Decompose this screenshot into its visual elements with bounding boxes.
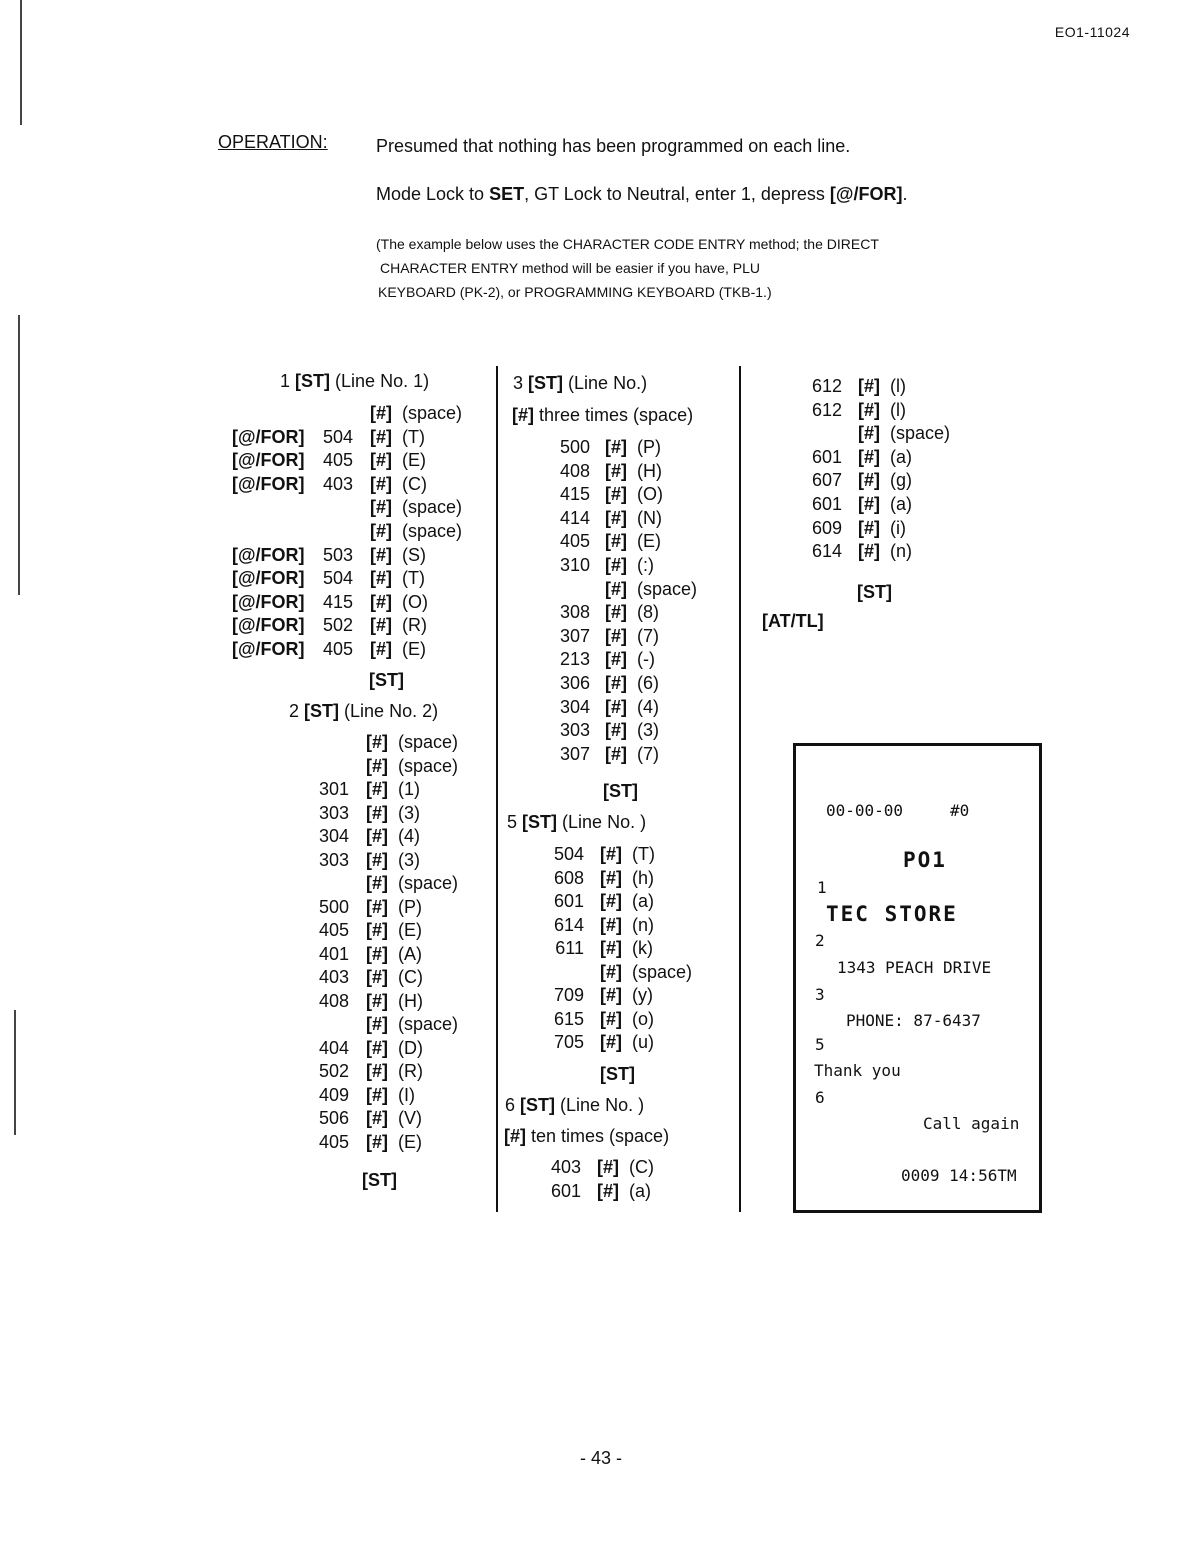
hash-key: [#] [366,849,388,870]
for-key: [@/FOR] [232,450,305,471]
line2-end: . [902,184,908,204]
hash-key: [#] [605,555,627,575]
for-key: [@/FOR] [232,591,305,612]
char-code: 615 [553,1008,584,1029]
character: (T) [402,426,425,447]
operation-line-2 [376,184,907,205]
line-6-text: (Line No. ) [560,1095,645,1115]
hash-key: [#] [858,376,880,396]
line-2-st-key: [ST] [304,701,340,721]
character: (3) [637,720,659,741]
hash-key: [#] [370,521,392,541]
hash-key: [#] [366,1108,388,1128]
character: (a) [632,891,654,911]
hash-key: [#] [605,460,627,481]
character: (space) [398,732,459,752]
character: (space) [398,873,459,893]
receipt-phone: PHONE: 87-6437 [846,1011,981,1030]
char-code: 601 [550,1180,581,1201]
character: (E) [402,639,426,659]
character: (P) [637,437,661,457]
character: (4) [637,696,659,717]
for-key: [@/FOR] [232,426,305,447]
char-code: 405 [318,1131,349,1152]
character: (N) [637,507,662,528]
char-code: 405 [322,639,353,659]
char-code: 500 [559,437,590,457]
line-6-st-key: [ST] [520,1095,556,1115]
line-6-st [857,580,892,604]
line-3-st [603,779,638,803]
st-key: [ST] [857,582,892,602]
hash-key: [#] [600,844,622,864]
char-code: 506 [318,1108,349,1128]
char-code: 607 [811,470,842,491]
hash-key: [#] [366,1037,388,1058]
character: (S) [402,544,426,565]
character: (space) [632,961,693,982]
char-code: 601 [811,446,842,467]
hash-key: [#] [370,426,392,447]
hash-key: [#] [370,497,392,518]
line-5-st [600,1062,635,1086]
at-tl-key [762,609,824,633]
character: (l) [890,399,906,420]
operation-note-1: (The example below uses the CHARACTER CODE ENTRY method; the DIRECT [376,236,879,252]
character: (O) [637,484,663,505]
line-3-num: 3 [513,373,524,393]
char-code: 709 [553,985,584,1005]
three-key: [#] [512,405,534,425]
line2-pre: Mode Lock to [376,184,490,204]
hash-key: [#] [858,470,880,491]
hash-key: [#] [605,649,627,670]
line-1-header [280,369,429,393]
character: (7) [637,625,659,646]
line-2-st [362,1168,397,1192]
char-code: 301 [318,779,349,799]
character: (E) [398,920,422,940]
character: (A) [398,943,422,964]
hash-key: [#] [370,473,392,494]
line-3-st-key: [ST] [528,373,564,393]
operation-line-1: Presumed that nothing has been programmed on each line. [376,136,851,156]
hash-key: [#] [858,517,880,538]
char-code: 614 [553,914,584,935]
character: (R) [402,615,427,636]
at-tl-label: [AT/TL] [762,611,824,631]
operation-label: OPERATION: [218,132,328,152]
character: (V) [398,1108,422,1128]
scan-margin-line [14,1010,16,1135]
char-code: 307 [559,625,590,646]
line2-set: SET [489,184,525,204]
char-code: 502 [322,615,353,636]
line-6-num: 6 [505,1095,516,1115]
character: (C) [629,1157,654,1177]
character: (E) [402,450,426,471]
st-key: [ST] [600,1064,635,1084]
line-3-header [513,371,647,395]
char-code: 408 [559,460,590,481]
char-code: 502 [318,1061,349,1081]
char-code: 705 [553,1032,584,1052]
character: (H) [637,460,662,481]
hash-key: [#] [370,568,392,589]
ten-key: [#] [504,1126,526,1146]
character: (l) [890,376,906,396]
receipt-address: 1343 PEACH DRIVE [837,958,992,977]
hash-key: [#] [366,967,388,987]
char-code: 608 [553,867,584,888]
hash-key: [#] [605,696,627,717]
line2-key: [@/FOR] [829,184,903,204]
character: (a) [890,494,912,514]
line-6-header [505,1093,644,1117]
character: (6) [637,673,659,693]
char-code: 612 [811,399,842,420]
hash-key: [#] [370,403,392,423]
hash-key: [#] [366,826,388,846]
hash-key: [#] [370,615,392,636]
character: (space) [398,755,459,776]
hash-key: [#] [605,743,627,764]
hash-key: [#] [370,639,392,659]
receipt-line-num-6: 6 [815,1088,825,1107]
character: (space) [402,403,463,423]
character: (I) [398,1084,415,1105]
char-code: 504 [553,844,584,864]
char-code: 213 [559,649,590,670]
st-key: [ST] [362,1170,397,1190]
hash-key: [#] [600,867,622,888]
hash-key: [#] [366,1084,388,1105]
hash-key: [#] [366,873,388,893]
hash-key: [#] [600,891,622,911]
character: (3) [398,802,420,823]
char-code: 304 [318,826,349,846]
character: (space) [890,423,951,444]
hash-key: [#] [366,779,388,799]
column-divider-2 [739,366,741,1212]
hash-key: [#] [605,578,627,599]
character: (T) [402,568,425,589]
character: (space) [402,521,463,541]
character: (1) [398,779,420,799]
hash-key: [#] [600,1008,622,1029]
receipt-line-num-1: 1 [817,878,827,897]
receipt-date: 00-00-00 [826,801,904,820]
character: (o) [632,1008,654,1029]
ten-text: ten times (space) [531,1126,670,1146]
receipt-footer: 0009 14:56TM [901,1166,1017,1185]
page-number: - 43 - [579,1448,622,1468]
three-times-line [512,403,693,427]
hash-key: [#] [858,423,880,444]
hash-key: [#] [370,450,392,471]
character: (u) [632,1032,654,1052]
st-key: [ST] [369,670,404,690]
ten-times-line [504,1124,669,1148]
char-code: 403 [318,967,349,987]
char-code: 601 [811,494,842,514]
character: (T) [632,844,655,864]
character: (O) [402,591,428,612]
operation-note-2: CHARACTER ENTRY method will be easier if you have, PLU [380,260,760,276]
hash-key: [#] [605,720,627,741]
character: (C) [398,967,423,987]
hash-key: [#] [605,531,627,552]
char-code: 405 [559,531,590,552]
hash-key: [#] [600,914,622,935]
char-code: 306 [559,673,590,693]
hash-key: [#] [605,602,627,623]
character: (4) [398,826,420,846]
receipt-thanks: Thank you [814,1061,901,1080]
receipt-sample [793,743,1042,1213]
for-key: [@/FOR] [232,615,305,636]
for-key: [@/FOR] [232,639,305,659]
character: (-) [637,649,655,670]
line-2-text: (Line No. 2) [344,701,439,721]
line-1-st [369,668,404,692]
character: (P) [398,896,422,917]
line-2-num: 2 [289,701,300,721]
hash-key: [#] [605,437,627,457]
character: (R) [398,1061,423,1081]
hash-key: [#] [858,446,880,467]
hash-key: [#] [605,507,627,528]
char-code: 403 [322,473,353,494]
line-5-num: 5 [507,812,518,832]
char-code: 500 [318,896,349,917]
hash-key: [#] [366,896,388,917]
char-code: 504 [322,568,353,589]
char-code: 303 [318,849,349,870]
char-code: 611 [555,938,584,958]
hash-key: [#] [366,1061,388,1081]
char-code: 303 [318,802,349,823]
char-code: 415 [322,591,353,612]
character: (E) [637,531,661,552]
char-code: 403 [550,1157,581,1177]
receipt-call-again: Call again [923,1114,1020,1133]
hash-key: [#] [366,990,388,1011]
hash-key: [#] [600,961,622,982]
hash-key: [#] [858,494,880,514]
line-5-header [507,810,646,834]
hash-key: [#] [370,544,392,565]
char-code: 307 [559,743,590,764]
hash-key: [#] [605,673,627,693]
line-5-st-key: [ST] [522,812,558,832]
hash-key: [#] [605,484,627,505]
scan-margin-line [20,0,22,125]
hash-key: [#] [605,625,627,646]
character: (k) [632,938,653,958]
line-2-header [289,699,438,723]
for-key: [@/FOR] [232,473,305,494]
character: (a) [629,1180,651,1201]
hash-key: [#] [597,1157,619,1177]
char-code: 304 [559,696,590,717]
char-code: 414 [559,507,590,528]
hash-key: [#] [370,591,392,612]
character: (h) [632,867,654,888]
hash-key: [#] [597,1180,619,1201]
hash-key: [#] [366,1131,388,1152]
three-text: three times (space) [539,405,694,425]
hash-key: [#] [366,943,388,964]
char-code: 612 [811,376,842,396]
char-code: 401 [318,943,349,964]
hash-key: [#] [858,399,880,420]
character: (y) [632,985,653,1005]
char-code: 504 [322,426,353,447]
line-1-num: 1 [280,371,291,391]
character: (i) [890,517,906,538]
char-code: 614 [811,541,842,562]
hash-key: [#] [366,755,388,776]
character: (space) [637,578,698,599]
char-code: 404 [318,1037,349,1058]
receipt-store-name: TEC STORE [826,902,958,926]
line-3-text: (Line No.) [568,373,648,393]
char-code: 405 [322,450,353,471]
character: (C) [402,473,427,494]
line2-mid: , GT Lock to Neutral, enter 1, depress [524,184,830,204]
hash-key: [#] [600,985,622,1005]
char-code: 405 [318,920,349,940]
line-1-text: (Line No. 1) [335,371,430,391]
char-code: 303 [559,720,590,741]
hash-key: [#] [366,920,388,940]
character: (3) [398,849,420,870]
character: (8) [637,602,659,623]
hash-key: [#] [600,1032,622,1052]
st-key: [ST] [603,781,638,801]
character: (g) [890,470,912,491]
hash-key: [#] [600,938,622,958]
character: (D) [398,1037,423,1058]
document-id: EO1-11024 [1054,24,1130,40]
character: (n) [632,914,654,935]
character: (E) [398,1131,422,1152]
receipt-line-num-3: 3 [815,985,825,1004]
for-key: [@/FOR] [232,544,305,565]
character: (n) [890,541,912,562]
character: (7) [637,743,659,764]
hash-key: [#] [366,732,388,752]
char-code: 409 [318,1084,349,1105]
receipt-line-num-5: 5 [815,1035,825,1054]
char-code: 415 [559,484,590,505]
receipt-line-num-2: 2 [815,931,825,950]
line-1-st-key: [ST] [295,371,331,391]
char-code: 609 [811,517,842,538]
receipt-po: PO1 [903,848,947,872]
char-code: 310 [559,555,590,575]
char-code: 408 [318,990,349,1011]
column-divider-1 [496,366,498,1212]
character: (:) [637,555,654,575]
char-code: 503 [322,544,353,565]
receipt-counter: #0 [950,801,970,820]
hash-key: [#] [366,1014,388,1034]
character: (space) [402,497,463,518]
character: (a) [890,446,912,467]
line-5-text: (Line No. ) [562,812,647,832]
operation-note-3: KEYBOARD (PK-2), or PROGRAMMING KEYBOARD (TKB-1.) [378,284,772,300]
character: (space) [398,1014,459,1034]
hash-key: [#] [858,541,880,562]
character: (H) [398,990,423,1011]
char-code: 308 [559,602,590,623]
hash-key: [#] [366,802,388,823]
scan-margin-line [18,315,20,595]
for-key: [@/FOR] [232,568,305,589]
char-code: 601 [553,891,584,911]
